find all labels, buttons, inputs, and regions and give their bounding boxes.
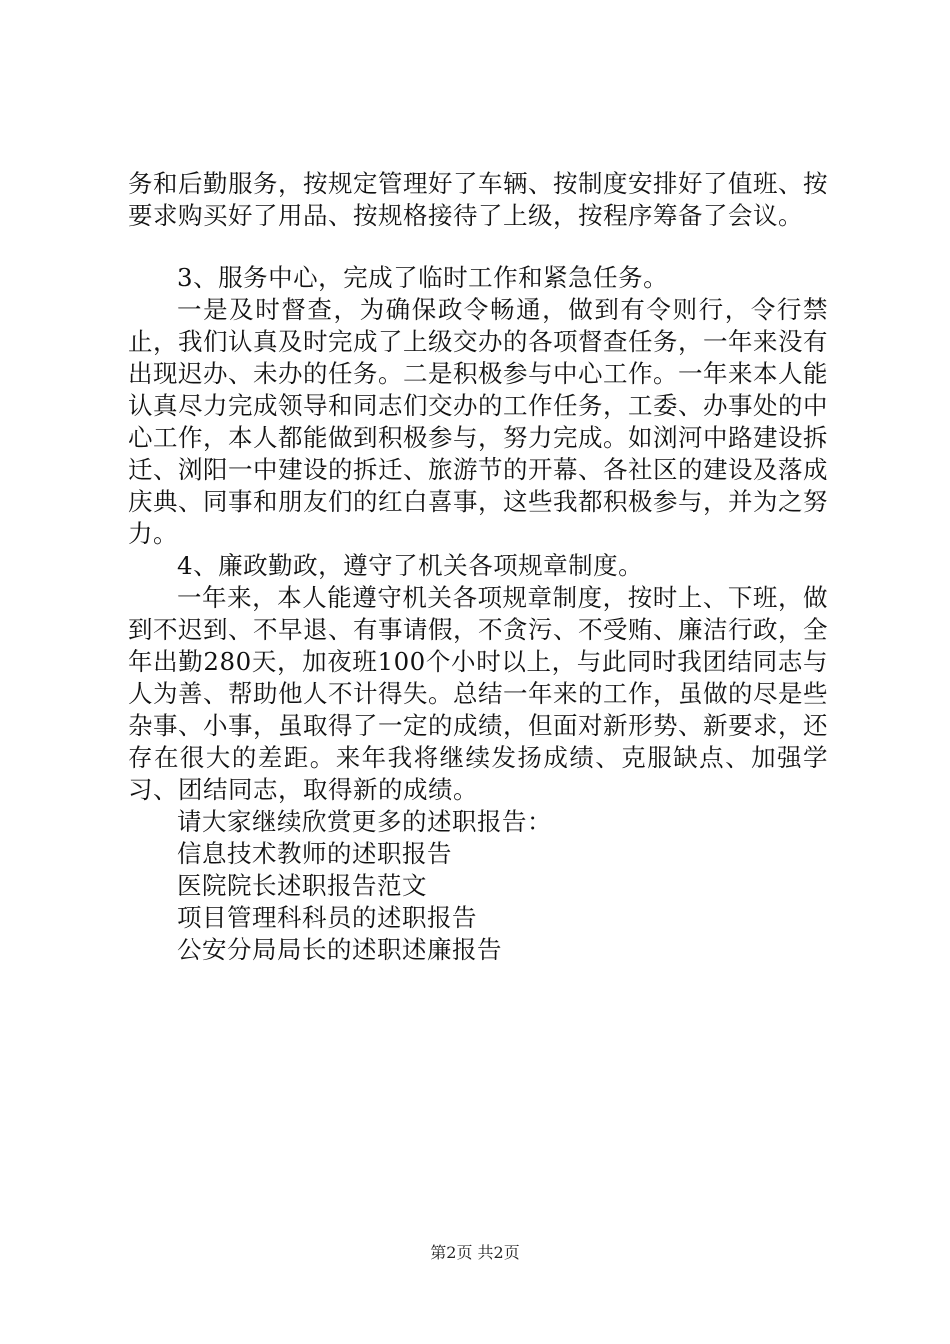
related-link[interactable]: 公安分局局长的述职述廉报告	[177, 935, 502, 964]
paragraph-integrity: 一年来，本人能遵守机关各项规章制度，按时上、下班，做到不迟到、不早退、有事请假，不贪污、不受贿、廉洁行政，全年出勤280天，加夜班100个小时以上，与此同时我团结同志与人为善、帮助他人不计得失。总结一年来的工作，虽做的尽是些杂事、小事，虽取得了一定的成绩，但面对新形势、新要求，还存在很大的差距。来年我将继续发扬成绩、克服缺点、加强学习、团结同志，取得新的成绩。	[128, 583, 828, 804]
related-link[interactable]: 项目管理科科员的述职报告	[177, 903, 477, 932]
section-heading-4: 4、廉政勤政，遵守了机关各项规章制度。	[177, 551, 644, 580]
section-heading-3: 3、服务中心，完成了临时工作和紧急任务。	[177, 263, 669, 292]
paragraph-continuation: 务和后勤服务，按规定管理好了车辆、按制度安排好了值班、按要求购买好了用品、按规格接待了上级，按程序筹备了会议。	[128, 169, 828, 230]
related-link[interactable]: 医院院长述职报告范文	[177, 871, 427, 900]
page-footer: 第2页 共2页	[430, 1243, 520, 1262]
paragraph-service-center: 一是及时督查，为确保政令畅通，做到有令则行，令行禁止，我们认真及时完成了上级交办的各项督查任务，一年来没有出现迟办、未办的任务。二是积极参与中心工作。一年来本人能认真尽力完成领导和同志们交办的工作任务，工委、办事处的中心工作，本人都能做到积极参与，努力完成。如浏河中路建设拆迁、浏阳一中建设的拆迁、旅游节的开幕、各社区的建设及落成庆典、同事和朋友们的红白喜事，这些我都积极参与，并为之努力。	[128, 295, 828, 548]
document-body	[128, 168, 828, 966]
paragraph-gap	[128, 232, 828, 262]
related-intro: 请大家继续欣赏更多的述职报告：	[177, 807, 552, 836]
related-link[interactable]: 信息技术教师的述职报告	[177, 839, 452, 868]
